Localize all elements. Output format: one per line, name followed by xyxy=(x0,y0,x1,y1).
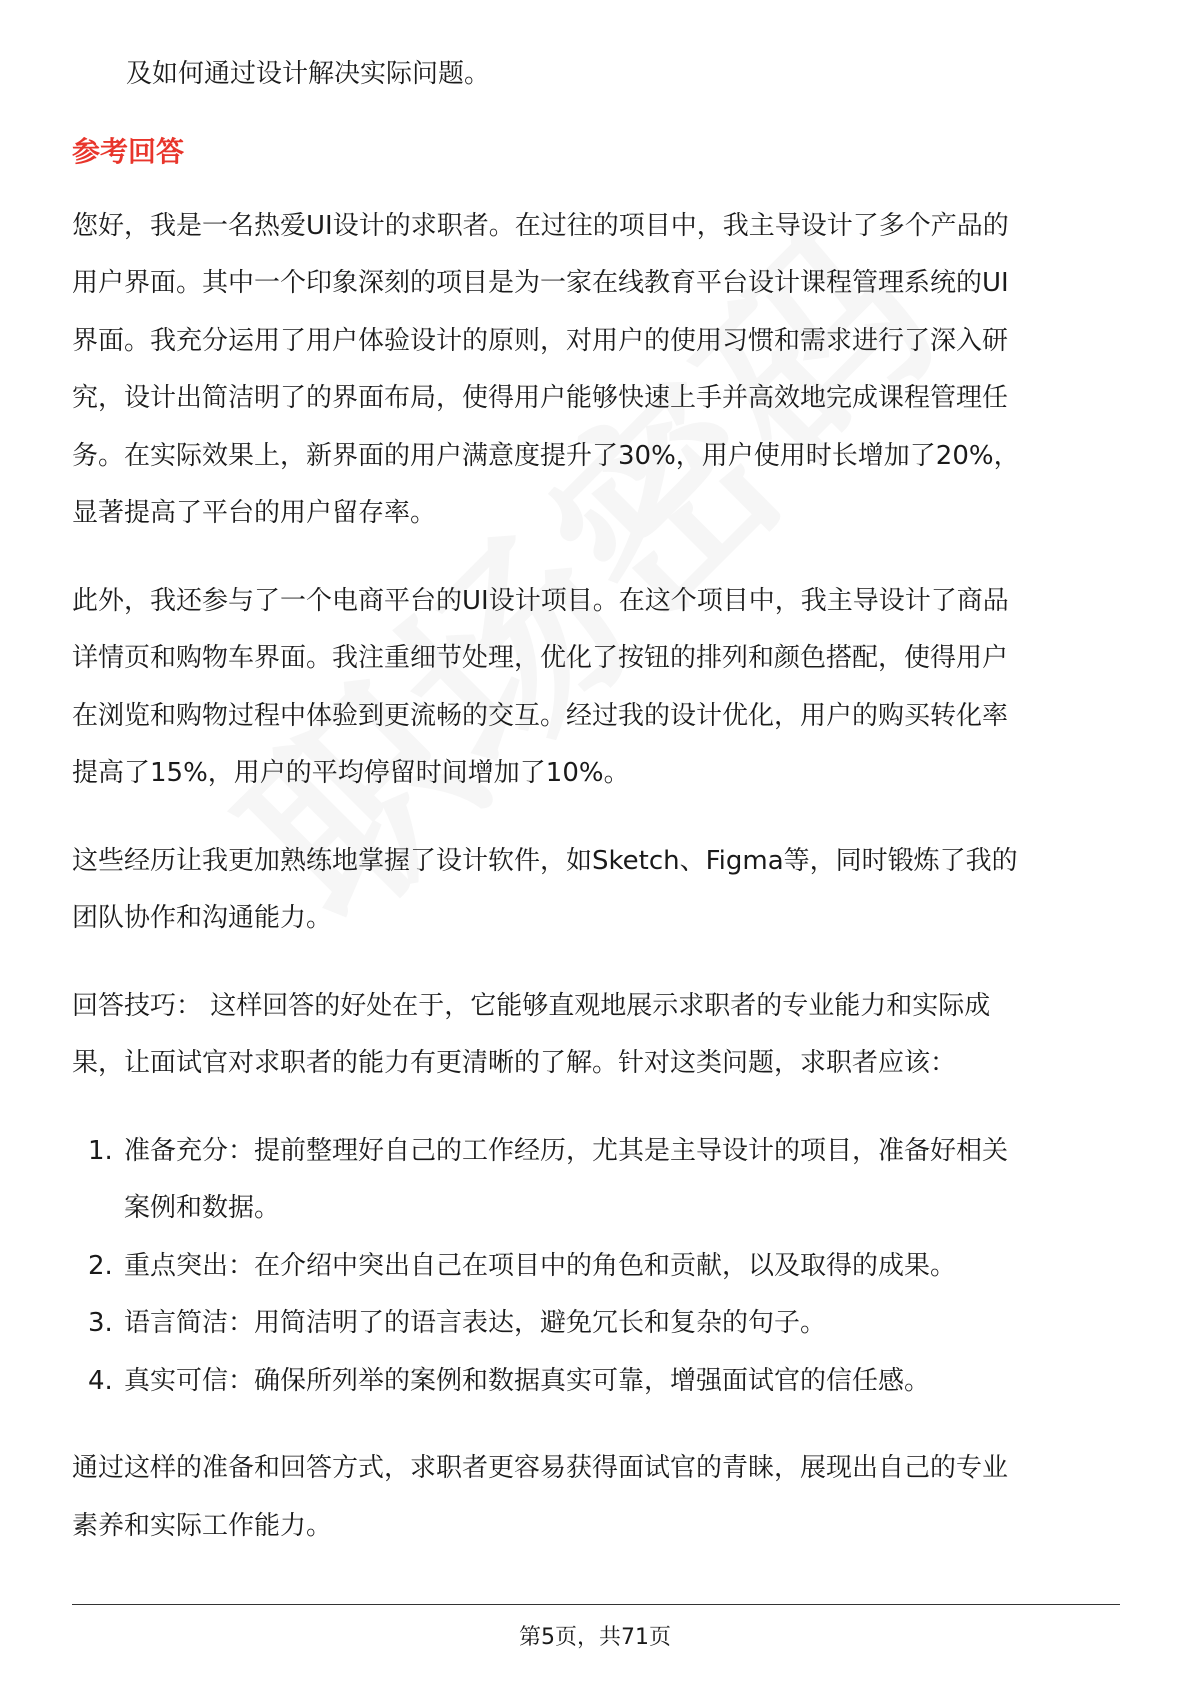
list-number: 3. xyxy=(88,1308,113,1338)
tips-list xyxy=(72,1123,1120,1411)
list-item-line: 语言简洁：用简洁明了的语言表达，避免冗长和复杂的句子。 xyxy=(124,1308,827,1338)
paragraph-2 xyxy=(72,573,1120,803)
page-content xyxy=(72,46,1120,1585)
paragraph-line: 界面。我充分运用了用户体验设计的原则，对用户的使用习惯和需求进行了深入研 xyxy=(72,325,1009,356)
paragraph-line: 此外，我还参与了一个电商平台的UI设计项目。在这个项目中，我主导设计了商品 xyxy=(72,585,1009,616)
paragraph-1 xyxy=(72,198,1120,543)
intro-continuation: 及如何通过设计解决实际问题。 xyxy=(126,59,491,89)
paragraph-line: 究，设计出简洁明了的界面布局，使得用户能够快速上手并高效地完成课程管理任 xyxy=(72,383,1009,413)
list-number: 1. xyxy=(88,1135,113,1166)
list-item-line: 真实可信：确保所列举的案例和数据真实可靠，增强面试官的信任感。 xyxy=(124,1365,931,1396)
list-number: 2. xyxy=(88,1250,113,1281)
list-item-line: 案例和数据。 xyxy=(124,1193,281,1223)
paragraph-line: 素养和实际工作能力。 xyxy=(72,1510,333,1541)
list-item xyxy=(72,1238,1120,1296)
closing-paragraph xyxy=(72,1440,1120,1555)
page-number: 第5页，共71页 xyxy=(519,1625,671,1650)
section-heading: 参考回答 xyxy=(72,134,185,168)
list-item-line: 准备充分：提前整理好自己的工作经历，尤其是主导设计的项目，准备好相关 xyxy=(124,1135,1009,1166)
paragraph-line: 回答技巧： 这样回答的好处在于，它能够直观地展示求职者的专业能力和实际成 xyxy=(72,990,991,1021)
paragraph-line: 您好，我是一名热爱UI设计的求职者。在过往的项目中，我主导设计了多个产品的 xyxy=(72,210,1009,241)
list-item xyxy=(72,1295,1120,1353)
paragraph-line: 在浏览和购物过程中体验到更流畅的交互。经过我的设计优化，用户的购买转化率 xyxy=(72,700,1009,731)
paragraph-line: 这些经历让我更加熟练地掌握了设计软件，如Sketch、Figma等，同时锻炼了我的 xyxy=(72,845,1018,876)
paragraph-line: 详情页和购物车界面。我注重细节处理，优化了按钮的排列和颜色搭配，使得用户 xyxy=(72,643,1009,673)
paragraph-line: 务。在实际效果上，新界面的用户满意度提升了30%，用户使用时长增加了20%， xyxy=(72,440,1020,471)
list-item xyxy=(72,1353,1120,1411)
list-number: 4. xyxy=(88,1365,113,1396)
paragraph-tips xyxy=(72,978,1120,1093)
paragraph-line: 用户界面。其中一个印象深刻的项目是为一家在线教育平台设计课程管理系统的UI xyxy=(72,268,1009,298)
paragraph-line: 果，让面试官对求职者的能力有更清晰的了解。针对这类问题，求职者应该： xyxy=(72,1048,957,1078)
paragraph-line: 团队协作和沟通能力。 xyxy=(72,903,333,933)
list-item-line: 重点突出：在介绍中突出自己在项目中的角色和贡献，以及取得的成果。 xyxy=(124,1250,957,1281)
footer-divider xyxy=(72,1604,1120,1605)
paragraph-line: 提高了15%，用户的平均停留时间增加了10%。 xyxy=(72,758,630,788)
paragraph-line: 通过这样的准备和回答方式，求职者更容易获得面试官的青睐，展现出自己的专业 xyxy=(72,1453,1009,1483)
paragraph-3 xyxy=(72,833,1120,948)
list-item xyxy=(72,1123,1120,1238)
paragraph-line: 显著提高了平台的用户留存率。 xyxy=(72,498,437,528)
